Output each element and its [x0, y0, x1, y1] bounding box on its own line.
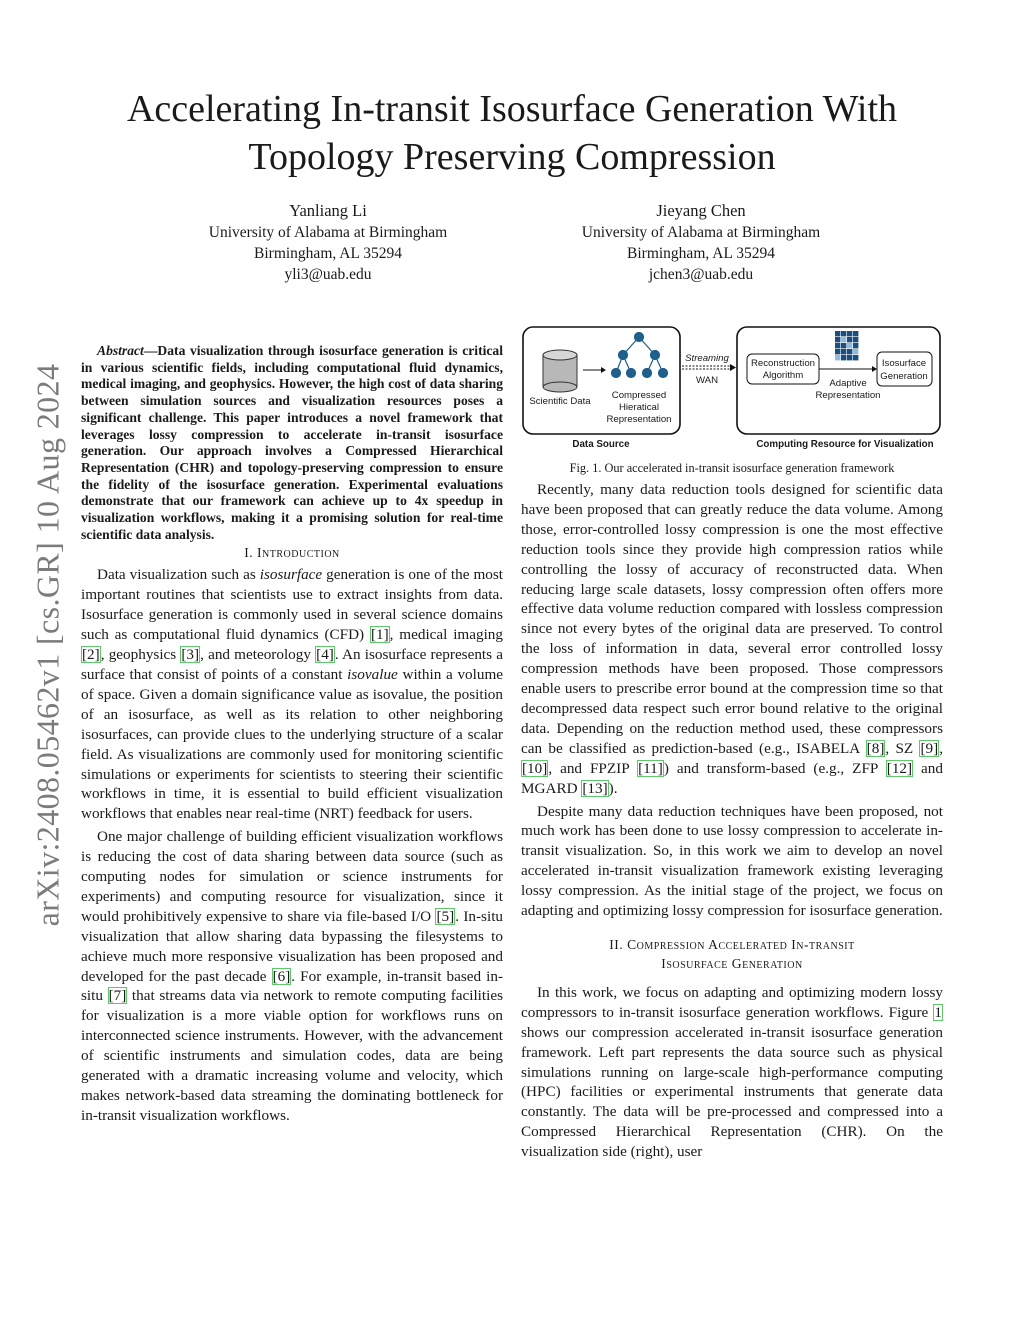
grid-cell [847, 349, 852, 354]
abstract-text: —Data visualization through isosurface generation is critical in various scientific fields, including computational fluid dynamics, medical imaging, and geophysics. However, the high cost of data sharing between simulation sources and visualization resources poses a significant challenge. This paper introduces a novel framework that leverages lossy compression to accelerate in-transit isosurface generation. Our approach involves a Compressed Hierarchical Representation (CHR) and topology-preserving compression to ensure the fidelity of the isosurface generation. Experimental evaluations demonstrate that our framework can achieve up to 4x speedup in visualization workflows, making it a promising solution for real-time scientific data analysis. [81, 343, 503, 542]
citation-link[interactable]: [9] [920, 739, 939, 757]
grid-cell [853, 331, 858, 336]
right-paragraph-3: In this work, we focus on adapting and optimizing modern lossy compressors to in-transit isosurface generation workflows. Figure 1 shows our compression accelerated in-transit isosurface generation framework. Left part represents the data source such as physical simulations running on large-scale high-performance computing (HPC) facilities or experimental instruments that generate data constantly. The data will be pre-processed and compressed into a Compressed Hierarchical Representation (CHR). On the visualization side (right), user [521, 983, 943, 1161]
citation-link[interactable]: [8] [866, 739, 885, 757]
label-computing-resource: Computing Resource for Visualization [756, 439, 934, 450]
citation-link[interactable]: [2] [82, 646, 100, 664]
abstract-label: Abstract [97, 343, 144, 358]
citation-link[interactable]: [5] [436, 907, 455, 925]
right-paragraph-2: Despite many data reduction techniques have been proposed, not much work has been done to use lossy compression to accelerate in-transit visualization. So, in this work we aim to develop an novel accelerated in-transit visualization framework existing leveraging lossy compression. As the initial stage of the project, we focus on adapting and optimizing lossy compression for isosurface generation. [521, 802, 943, 920]
author-email: jchen3@uab.edu [648, 266, 754, 283]
label-generation: Generation [880, 371, 928, 382]
grid-cell [853, 355, 858, 360]
abstract [81, 343, 503, 543]
author-affiliation: University of Alabama at Birmingham [581, 224, 821, 241]
grid-cell [853, 337, 858, 342]
citation-link[interactable]: [1] [370, 626, 389, 644]
grid-cell [835, 355, 840, 360]
citation-link[interactable]: [3] [181, 646, 200, 664]
label-isosurface: Isosurface [881, 358, 927, 369]
arxiv-sidebar-stamp [18, 345, 78, 945]
grid-cell [835, 343, 840, 348]
figure-1-caption: Fig. 1. Our accelerated in-transit isosurface generation framework [569, 461, 895, 475]
arxiv-identifier: arXiv:2408.05462v1 [cs.GR] 10 Aug 2024 [29, 363, 66, 927]
label-compressed: Compressed [611, 390, 667, 401]
label-adaptive: Adaptive [829, 378, 867, 389]
label-reconstruction: Reconstruction [751, 358, 815, 369]
emphasis-isosurface: isosurface [259, 566, 323, 584]
intro-paragraph-2: One major challenge of building efficient visualization workflows is reducing the cost of data sharing between data source (such as computing nodes for simulation or science instruments for experiments) and computing resource for visualization, since it would prohibitively expensive to share via file-based I/O [5]. In-situ visualization that allow sharing data bypassing the filesystems to achieve much more responsive visualization has been proposed and developed for the past decade [6]. For example, in-transit based in-situ [7] that streams data via network to remote computing facilities for visualization is a more viable option for workflows runs on interconnected science instruments. However, with the advancement of scientific instruments and simulation codes, data are being generated with a dramatic increasing volume and velocity, which makes network-based data streaming the dominating bottleneck for in-transit visualization workflows. [81, 828, 504, 1124]
paper-title: Accelerating In-transit Isosurface Generation With Topology Preserving Compression [126, 88, 898, 178]
label-hieratical: Hieratical [619, 402, 659, 413]
grid-cell [847, 331, 852, 336]
label-data-source: Data Source [572, 439, 630, 450]
author-name: Yanliang Li [289, 201, 367, 220]
grid-cell [835, 331, 840, 336]
author-address: Birmingham, AL 35294 [254, 245, 402, 262]
section-heading-2-line-1: II. Compression Accelerated In-transit [609, 936, 855, 952]
citation-link[interactable]: [6] [272, 967, 291, 985]
citation-link[interactable]: [13] [582, 779, 608, 797]
database-cylinder-icon [543, 350, 577, 392]
citation-link[interactable]: [10] [522, 759, 548, 777]
grid-cell [835, 337, 840, 342]
figure-1-diagram [521, 325, 943, 455]
author-affiliation: University of Alabama at Birmingham [208, 224, 448, 241]
grid-cell [847, 343, 852, 348]
citation-link[interactable]: [11] [638, 759, 663, 777]
adaptive-grid-icon [835, 331, 858, 360]
section-heading-2 [521, 935, 943, 973]
grid-cell [841, 331, 846, 336]
label-streaming: Streaming [685, 353, 729, 364]
grid-cell [841, 355, 846, 360]
citation-link[interactable]: [7] [108, 987, 127, 1005]
grid-cell [841, 337, 846, 342]
citation-link[interactable]: [12] [886, 759, 913, 777]
citation-link[interactable]: [4] [316, 646, 334, 664]
label-scientific-data: Scientific Data [529, 396, 591, 407]
left-column [81, 343, 503, 1126]
hierarchy-tree-icon [612, 333, 668, 378]
author-email: yli3@uab.edu [284, 266, 372, 283]
section-heading-2-line-2: Isosurface Generation [661, 955, 803, 971]
intro-paragraph-1: Data visualization such as isosurface generation is one of the most important routines that scientists use to extract insights from data. Isosurface generation is commonly used in several science domains such as computational fluid dynamics (CFD) [1], medical imaging [2], geophysics [3], and meteorology [4]. An isosurface represents a surface that consist of points of a constant isovalue within a volume of space. Given a domain significance value as isovalue, the position of an isosurface, as well as its relation to other neighboring isosurfaces, can provide clues to the underlying structure of a scalar field. As visualizations are commonly used for monitoring scientific simulations or experiments for scientists to steering their scientific workflows in time, it is essential to build efficient visualization workflows that enables near real-time (NRT) feedback for users. [81, 566, 504, 823]
section-heading-introduction: I. Introduction [244, 545, 340, 561]
grid-cell [841, 343, 846, 348]
grid-cell [835, 349, 840, 354]
figure-reference-link[interactable]: 1 [934, 1003, 942, 1021]
grid-cell [847, 337, 852, 342]
right-column [521, 480, 943, 1162]
label-wan: WAN [695, 375, 719, 386]
grid-cell [853, 343, 858, 348]
grid-cell [847, 355, 852, 360]
author-name: Jieyang Chen [656, 201, 746, 220]
right-paragraph-1: Recently, many data reduction tools designed for scientific data have been proposed that can greatly reduce the data volume. Among those, error-controlled lossy compression is one the most effective reduction tools since they provide high compression ratios while controlling the lossy of accuracy of reconstructed data. When reducing large scale datasets, lossy compression often offers more effective data volume reduction compared with lossless compression since not every bytes of the original data are preserved. To control the loss of information in data, several error controlled lossy compression methods have been proposed. Those compressors enable users to prescribe error bound at the compression time so that decompressed data respect such error bound relative to the original data. Depending on the reduction method used, these compressors can be classified as prediction-based (e.g., ISABELA [8], SZ [9], [10], and FPZIP [11]) and transform-based (e.g., ZFP [12] and MGARD [13]). [521, 481, 943, 797]
grid-cell [853, 349, 858, 354]
label-representation: Representation [606, 414, 672, 425]
grid-cell [841, 349, 846, 354]
label-algorithm: Algorithm [762, 370, 804, 381]
author-address: Birmingham, AL 35294 [627, 245, 775, 262]
author-block-2 [541, 200, 861, 285]
label-adaptive-representation: Representation [815, 390, 881, 401]
emphasis-isovalue: isovalue [347, 665, 398, 683]
author-block-1 [168, 200, 488, 285]
